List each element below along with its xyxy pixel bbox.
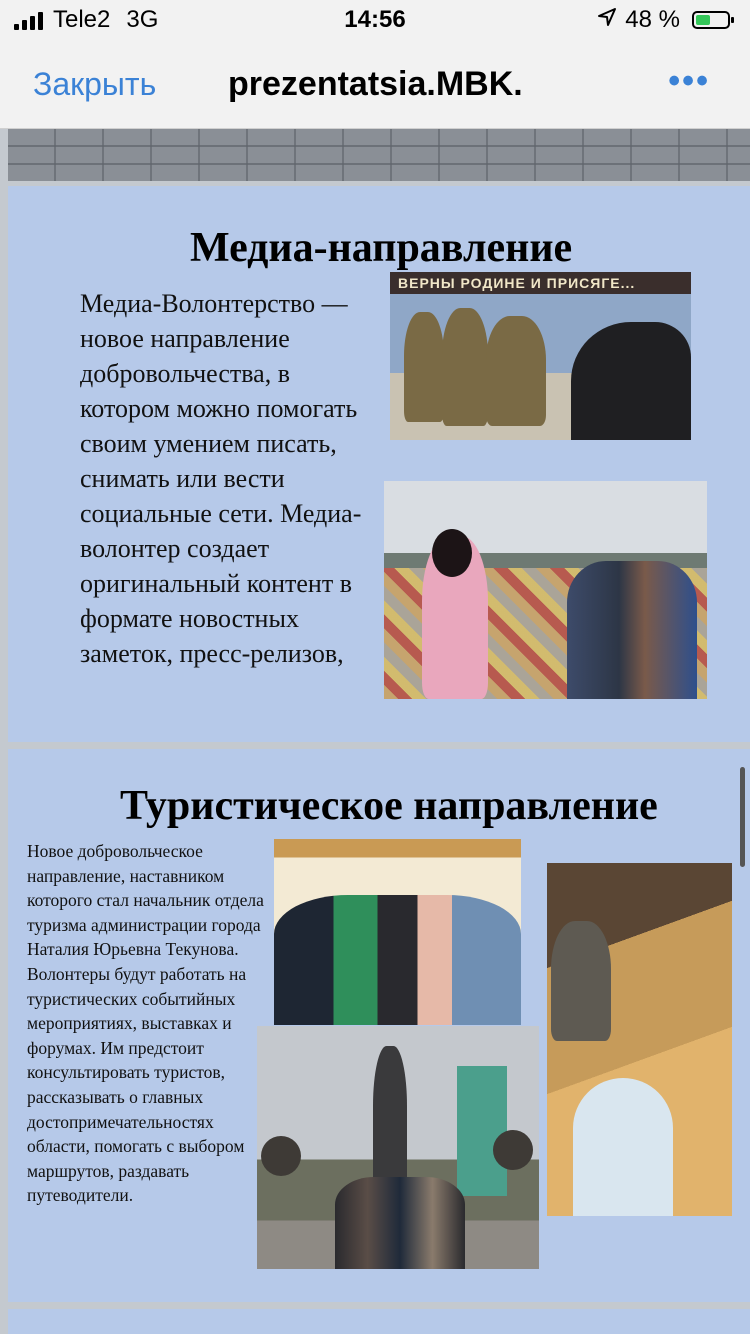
presentation-view[interactable] [0, 129, 750, 1334]
battery-level [696, 15, 710, 25]
status-bar [0, 0, 750, 40]
slide-body-text: Медиа-Волонтерство — новое направление добровольчества, в котором можно помогать своим умением писать, снимать или вести социальные сети. Медиа-волонтер создает оригинальный контент в формате новостных заметок, пресс-релизов, [80, 289, 362, 668]
network-type: 3G [126, 6, 159, 33]
previous-slide-photo [8, 129, 750, 181]
slide-heading: Медиа-направление [190, 225, 573, 271]
more-options-button[interactable]: ••• [668, 62, 710, 100]
next-slide [8, 1309, 750, 1334]
carrier-name: Tele2 [53, 6, 111, 33]
slide-tourism [8, 749, 750, 1302]
volunteers-indoor-photo [274, 839, 521, 1025]
browser-nav-bar [0, 40, 750, 129]
slide-body-text: Новое добровольческое направление, наставником которого стал начальник отдела туризма администрации города Наталия Юрьевна Текунова. Волонтеры будут работать на туристических событийных мероприятиях, выставках и форумах. Им предстоит консультировать туристов, рассказывать о главных достопримечательностях области, помогать с выбором маршрутов, раздавать путеводители. [27, 841, 264, 1206]
page-title: prezentatsia.MBK. [228, 65, 523, 103]
town-square-photo [384, 481, 707, 699]
photographer-figure [571, 322, 691, 440]
battery-percent: 48 % [625, 6, 680, 33]
bell-tower-photo [547, 863, 732, 1216]
location-arrow-icon [597, 6, 617, 34]
poster-banner-text: ВЕРНЫ РОДИНЕ И ПРИСЯГЕ... [390, 272, 691, 294]
close-button[interactable]: Закрыть [33, 66, 157, 102]
status-right [597, 6, 730, 34]
slide-heading: Туристическое направление [120, 783, 658, 829]
poster-photo [390, 272, 691, 440]
battery-icon [692, 11, 730, 29]
scrollbar[interactable] [740, 767, 745, 867]
clock: 14:56 [344, 6, 406, 33]
monument-group-photo [257, 1026, 539, 1269]
slide-media [8, 186, 750, 742]
